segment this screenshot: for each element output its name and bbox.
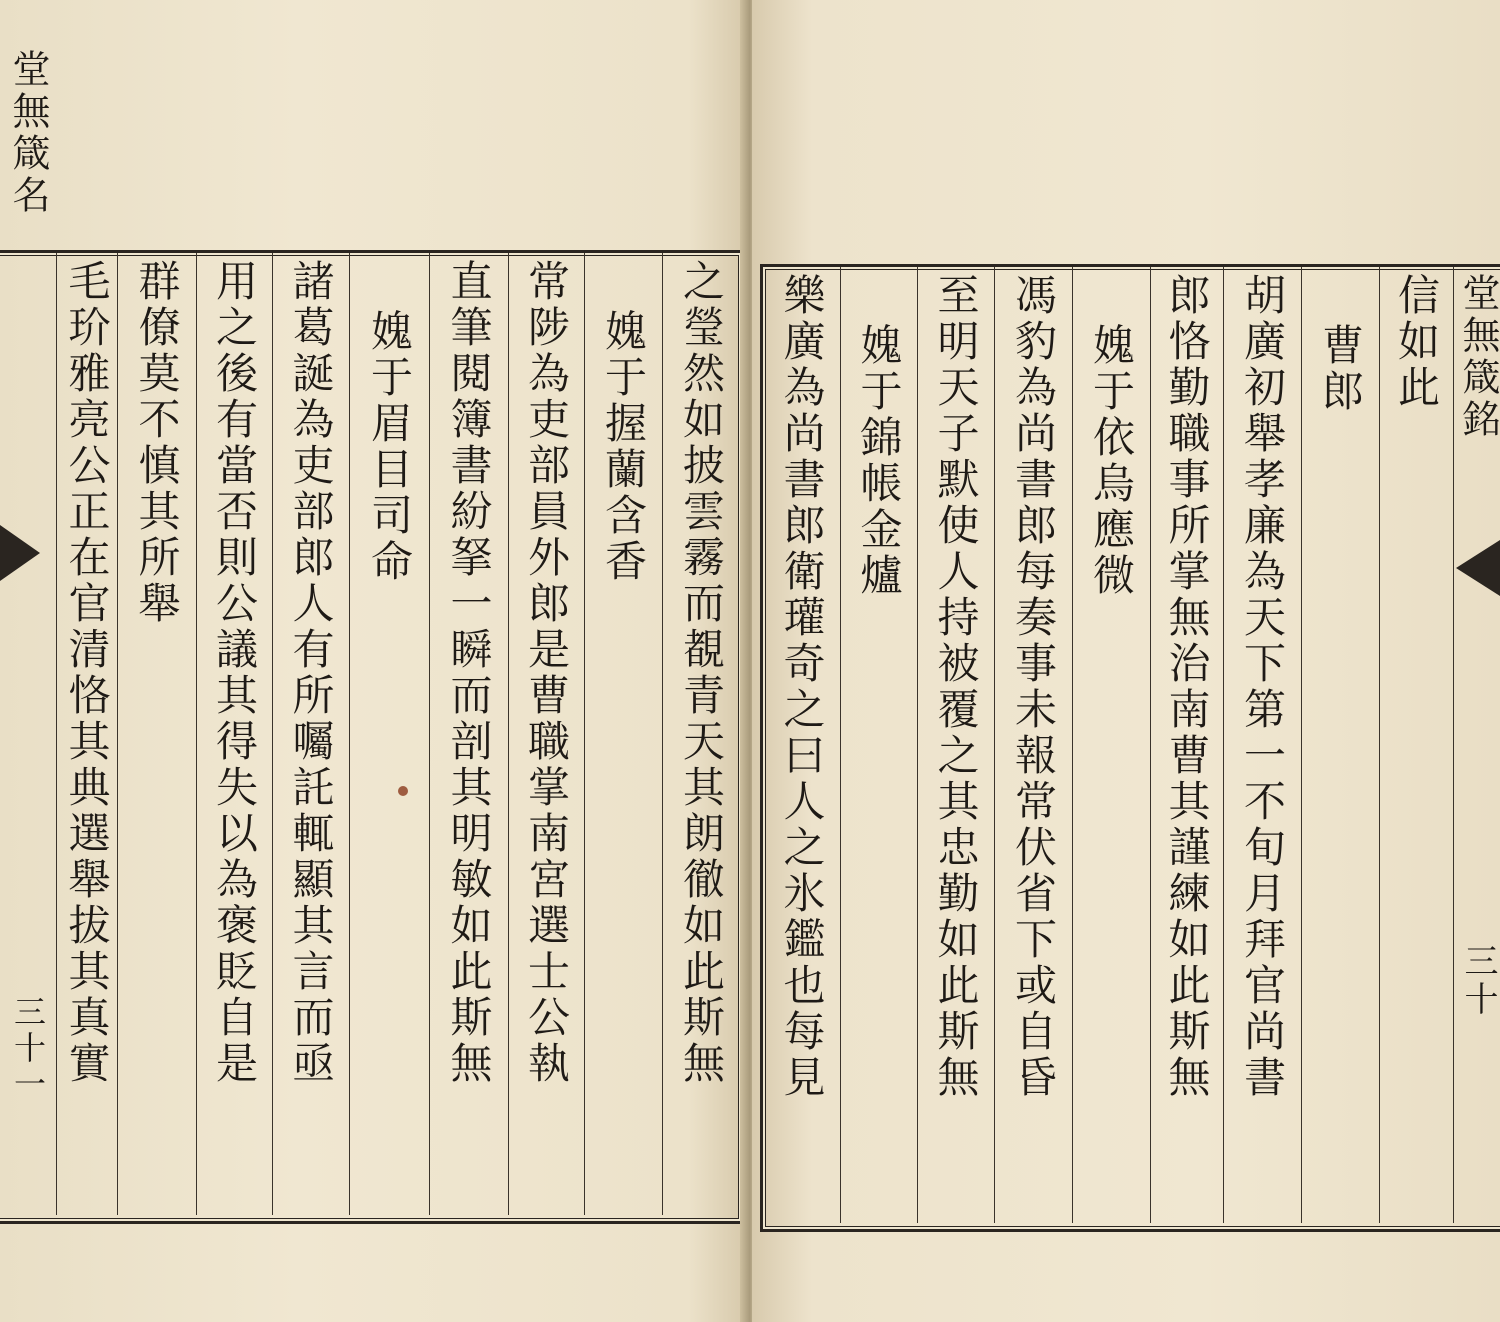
fishtail-mark: [1456, 540, 1500, 596]
text-column: 樂廣為尚書郎衛瓘奇之曰人之氷鑑也每見: [777, 273, 827, 1101]
text-column: 直筆閱簿書紛拏一瞬而剖其明敏如此斯無: [444, 259, 494, 1087]
right-folio: 三十: [1458, 943, 1498, 1019]
text-column: 媿于握蘭含香: [599, 309, 648, 585]
text-column: 媿于依烏應微: [1087, 323, 1136, 599]
left-folio: 三十一: [9, 995, 47, 1103]
text-column: 毛玠雅亮公正在官清恪其典選舉拔其真實: [62, 259, 112, 1087]
text-column: 諸葛誕為吏部郎人有所囑託輒顯其言而亟: [286, 259, 336, 1087]
text-column: 信如此: [1392, 273, 1441, 411]
left-page: [0, 0, 748, 1322]
text-column: 胡廣初舉孝廉為天下第一不旬月拜官尚書: [1238, 273, 1287, 1101]
text-column: 曹郎: [1316, 323, 1365, 415]
text-column: 媿于錦帳金爐: [854, 323, 904, 599]
text-column: 至明天子默使人持被覆之其忠勤如此斯無: [931, 273, 981, 1101]
left-margin-title: 堂無箴名: [6, 49, 50, 217]
right-column-grid: [763, 267, 1500, 1223]
ink-stain: [398, 786, 408, 796]
right-margin-title: 堂無箴銘: [1456, 273, 1500, 441]
fishtail-mark: [0, 525, 40, 581]
left-column-grid: [0, 49, 738, 1215]
text-column: 之瑩然如披雲霧而覩青天其朗徹如此斯無: [677, 259, 726, 1087]
text-column: 常陟為吏部員外郎是曹職掌南宮選士公執: [522, 259, 571, 1087]
text-column: 馮豹為尚書郎每奏事未報常伏省下或自昏: [1009, 273, 1058, 1101]
text-column: 媿于眉目司命: [365, 309, 414, 585]
text-column: 郎恪勤職事所掌無治南曹其謹練如此斯無: [1162, 273, 1212, 1101]
text-column: 用之後有當否則公議其得失以為褒貶自是: [210, 259, 259, 1087]
text-column: 群僚莫不慎其所舉: [132, 259, 182, 627]
right-page: [752, 0, 1500, 1322]
